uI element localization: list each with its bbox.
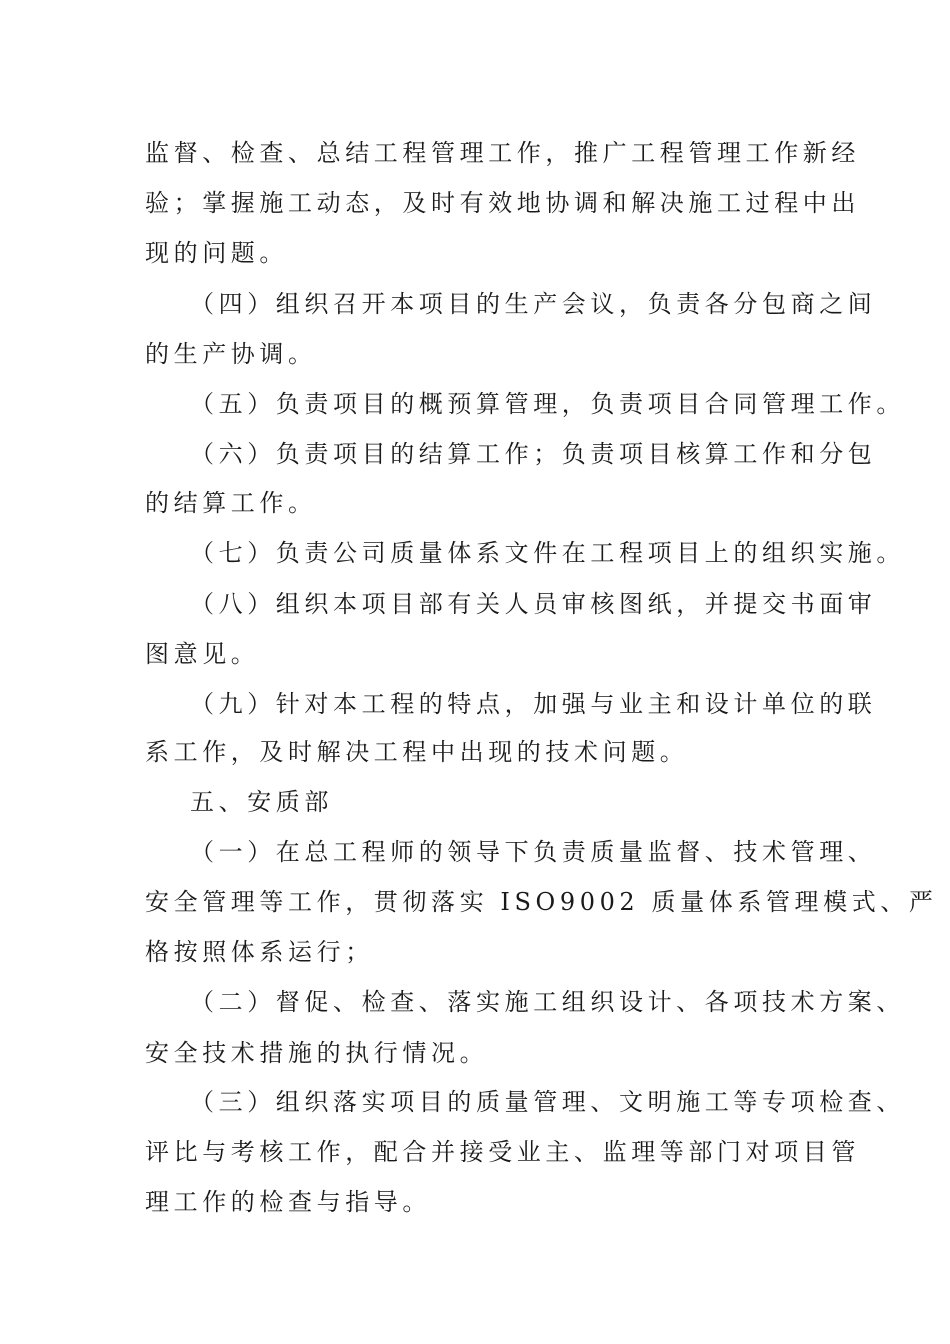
text-line: （四）组织召开本项目的生产会议，负责各分包商之间 [190, 290, 877, 318]
text-line: （九）针对本工程的特点，加强与业主和设计单位的联 [190, 690, 877, 718]
text-line: （五）负责项目的概预算管理，负责项目合同管理工作。 [190, 390, 905, 418]
text-line: 理工作的检查与指导。 [145, 1188, 431, 1216]
text-line: 监督、检查、总结工程管理工作，推广工程管理工作新经 [145, 139, 860, 167]
text-line: （二）督促、检查、落实施工组织设计、各项技术方案、 [190, 988, 905, 1016]
text-line: 的生产协调。 [145, 340, 317, 368]
text-line: 安全技术措施的执行情况。 [145, 1039, 489, 1067]
text-line: 的结算工作。 [145, 489, 317, 517]
text-line: （七）负责公司质量体系文件在工程项目上的组织实施。 [190, 539, 905, 567]
text-line: （八）组织本项目部有关人员审核图纸，并提交书面审 [190, 590, 877, 618]
text-line: 图意见。 [145, 640, 260, 668]
text-line: 安全管理等工作，贯彻落实 ISO9002 质量体系管理模式、严 [145, 888, 938, 916]
text-line: 评比与考核工作，配合并接受业主、监理等部门对项目管 [145, 1138, 860, 1166]
text-line: （一）在总工程师的领导下负责质量监督、技术管理、 [190, 838, 877, 866]
text-line: 验；掌握施工动态，及时有效地协调和解决施工过程中出 [145, 189, 860, 217]
text-line: （三）组织落实项目的质量管理、文明施工等专项检查、 [190, 1088, 905, 1116]
text-line: 系工作，及时解决工程中出现的技术问题。 [145, 738, 689, 766]
text-line: 现的问题。 [145, 239, 288, 267]
section-heading: 五、安质部 [190, 788, 333, 816]
text-line: （六）负责项目的结算工作；负责项目核算工作和分包 [190, 440, 877, 468]
text-line: 格按照体系运行； [145, 938, 374, 966]
